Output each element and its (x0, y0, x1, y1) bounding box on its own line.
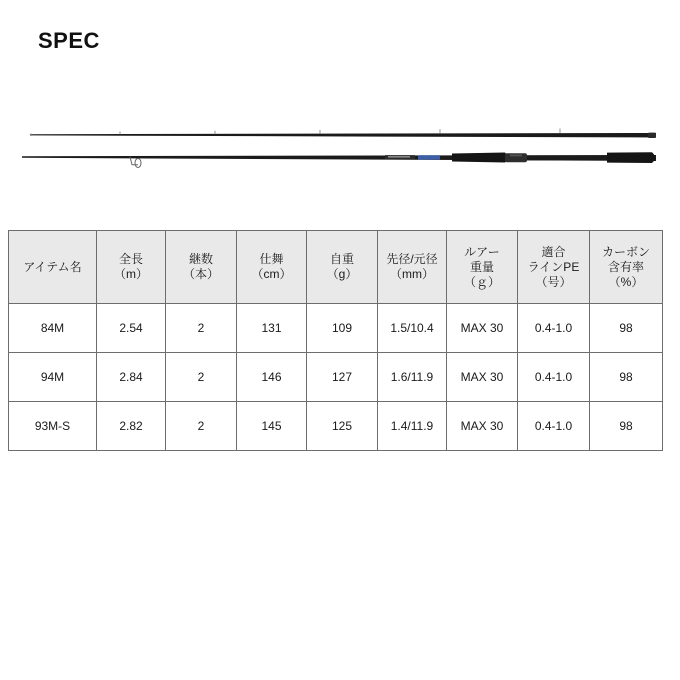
cell-total-length: 2.82 (97, 402, 166, 451)
cell-carbon-content: 98 (590, 353, 663, 402)
cell-total-length: 2.84 (97, 353, 166, 402)
table-row (9, 353, 663, 402)
cell-line-pe: 0.4-1.0 (518, 304, 590, 353)
rod-butt-section (22, 152, 656, 167)
header-line-pe: 適合 ラインPE （号） (518, 231, 590, 304)
header-weight: 自重 （g） (307, 231, 378, 304)
header-tip-butt-diameter: 先径/元径 （mm） (378, 231, 447, 304)
cell-item-name: 93M-S (9, 402, 97, 451)
cell-carbon-content: 98 (590, 304, 663, 353)
cell-sections: 2 (166, 304, 237, 353)
cell-item-name: 94M (9, 353, 97, 402)
cell-line-pe: 0.4-1.0 (518, 353, 590, 402)
cell-weight: 127 (307, 353, 378, 402)
cell-total-length: 2.54 (97, 304, 166, 353)
cell-carbon-content: 98 (590, 402, 663, 451)
fishing-rod-icon (0, 120, 680, 180)
cell-sections: 2 (166, 402, 237, 451)
header-lure-weight: ルアー 重量 （ｇ） (447, 231, 518, 304)
cell-item-name: 84M (9, 304, 97, 353)
page-title: SPEC (38, 28, 100, 53)
cell-weight: 125 (307, 402, 378, 451)
header-carbon-content: カーボン 含有率 （%） (590, 231, 663, 304)
header-item-name: アイテム名 (9, 231, 97, 304)
table-row (9, 402, 663, 451)
header-total-length: 全長 （m） (97, 231, 166, 304)
cell-closed-length: 145 (237, 402, 307, 451)
table-row (9, 304, 663, 353)
cell-closed-length: 131 (237, 304, 307, 353)
cell-line-pe: 0.4-1.0 (518, 402, 590, 451)
spec-table-header-row (9, 231, 663, 304)
cell-closed-length: 146 (237, 353, 307, 402)
cell-sections: 2 (166, 353, 237, 402)
cell-lure-weight: MAX 30 (447, 402, 518, 451)
cell-tip-butt-diameter: 1.6/11.9 (378, 353, 447, 402)
cell-lure-weight: MAX 30 (447, 304, 518, 353)
cell-weight: 109 (307, 304, 378, 353)
spec-table (8, 230, 663, 451)
cell-lure-weight: MAX 30 (447, 353, 518, 402)
cell-tip-butt-diameter: 1.4/11.9 (378, 402, 447, 451)
rod-tip-section (30, 129, 656, 139)
header-sections: 継数 （本） (166, 231, 237, 304)
cell-tip-butt-diameter: 1.5/10.4 (378, 304, 447, 353)
header-closed-length: 仕舞 （cm） (237, 231, 307, 304)
